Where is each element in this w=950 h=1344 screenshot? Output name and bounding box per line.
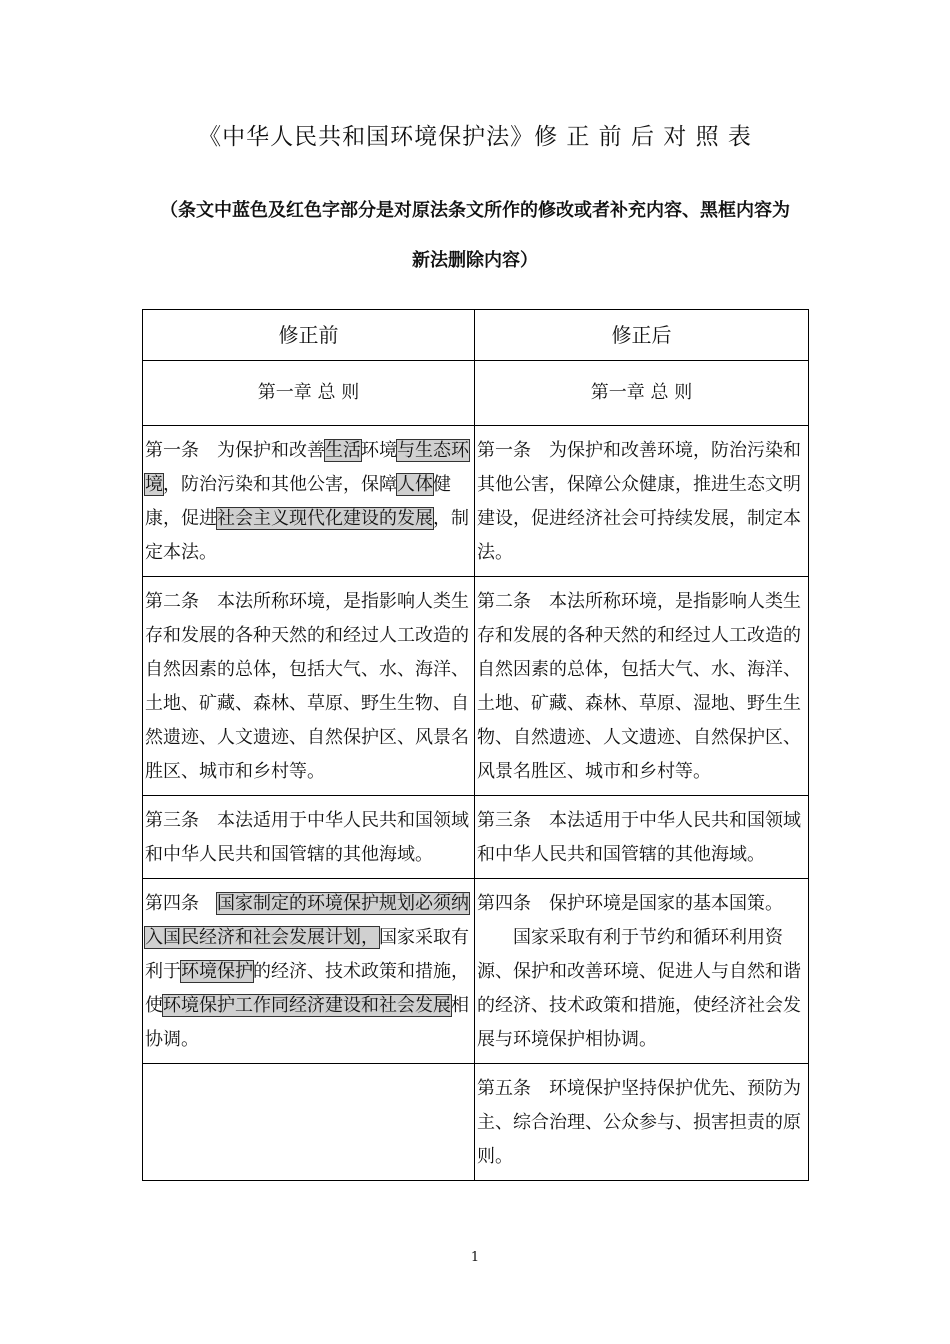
- text-segment: 健康，促进: [145, 474, 451, 529]
- article-4-after-line-2: 国家采取有利于节约和循环利用资源、保护和改善环境、促进人与自然和谐的经济、技术政策和措施，使经济社会发展与环境保护相协调。: [477, 927, 801, 1050]
- comparison-table: [142, 309, 809, 1181]
- text-segment: 国家采取有利于: [145, 927, 469, 982]
- text-segment: ，制定本法。: [145, 508, 469, 563]
- article-3-after: 第三条 本法适用于中华人民共和国领域和中华人民共和国管辖的其他海域。: [475, 796, 809, 879]
- text-segment: ，防治污染和其他公害，保障: [163, 474, 397, 495]
- article-1-before: [143, 426, 475, 577]
- text-segment: 第四条: [145, 893, 217, 914]
- deleted-text: 环境保护: [181, 961, 253, 982]
- article-2-before: 第二条 本法所称环境，是指影响人类生存和发展的各种天然的和经过人工改造的自然因素的总体，包括大气、水、海洋、土地、矿藏、森林、草原、野生生物、自然遗迹、人文遗迹、自然保护区、风景名胜区、城市和乡村等。: [143, 577, 475, 796]
- article-5-row: [143, 1064, 809, 1181]
- article-1-after: 第一条 为保护和改善环境，防治污染和其他公害，保障公众健康，推进生态文明建设，促进经济社会可持续发展，制定本法。: [475, 426, 809, 577]
- article-5-after: 第五条 环境保护坚持保护优先、预防为主、综合治理、公众参与、损害担责的原则。: [475, 1064, 809, 1181]
- note-line-2: 新法删除内容）: [412, 250, 538, 271]
- text-segment: 环境: [361, 440, 397, 461]
- note-line-1: （条文中蓝色及红色字部分是对原法条文所作的修改或者补充内容、黑框内容为: [160, 200, 790, 221]
- chapter-after: 第一章 总 则: [475, 361, 809, 426]
- header-row: [143, 310, 809, 361]
- article-2-after: 第二条 本法所称环境，是指影响人类生存和发展的各种天然的和经过人工改造的自然因素的总体，包括大气、水、海洋、土地、矿藏、森林、草原、湿地、野生生物、自然遗迹、人文遗迹、自然保护区、风景名胜区、城市和乡村等。: [475, 577, 809, 796]
- text-segment: 的经济、技术政策和措施，使: [145, 961, 469, 1016]
- article-4-before: [143, 879, 475, 1064]
- article-5-before: [143, 1064, 475, 1181]
- text-segment: 第一条 为保护和改善: [145, 440, 325, 461]
- article-4-row: [143, 879, 809, 1064]
- article-4-after-line-1: 第四条 保护环境是国家的基本国策。: [477, 893, 783, 914]
- header-before: 修正前: [143, 310, 475, 361]
- article-2-row: [143, 577, 809, 796]
- deleted-text: 国家制定的环境保护规划必须纳入国民经济和社会发展计划，: [145, 893, 469, 948]
- article-3-before: 第三条 本法适用于中华人民共和国领域和中华人民共和国管辖的其他海域。: [143, 796, 475, 879]
- header-after: 修正后: [475, 310, 809, 361]
- deleted-text: 生活: [325, 440, 361, 461]
- deleted-text: 社会主义现代化建设的发展: [217, 508, 433, 529]
- deleted-text: 人体: [397, 474, 433, 495]
- text-segment: 相协调。: [145, 995, 469, 1050]
- page-number: 1: [470, 1250, 480, 1265]
- article-3-row: [143, 796, 809, 879]
- chapter-row: [143, 361, 809, 426]
- article-4-after: [475, 879, 809, 1064]
- deleted-text: 环境保护工作同经济建设和社会发展: [163, 995, 451, 1016]
- article-1-row: [143, 426, 809, 577]
- document-title: 《中华人民共和国环境保护法》修 正 前 后 对 照 表: [198, 124, 752, 150]
- chapter-before: 第一章 总 则: [143, 361, 475, 426]
- deleted-text: 与生态环境: [145, 440, 469, 495]
